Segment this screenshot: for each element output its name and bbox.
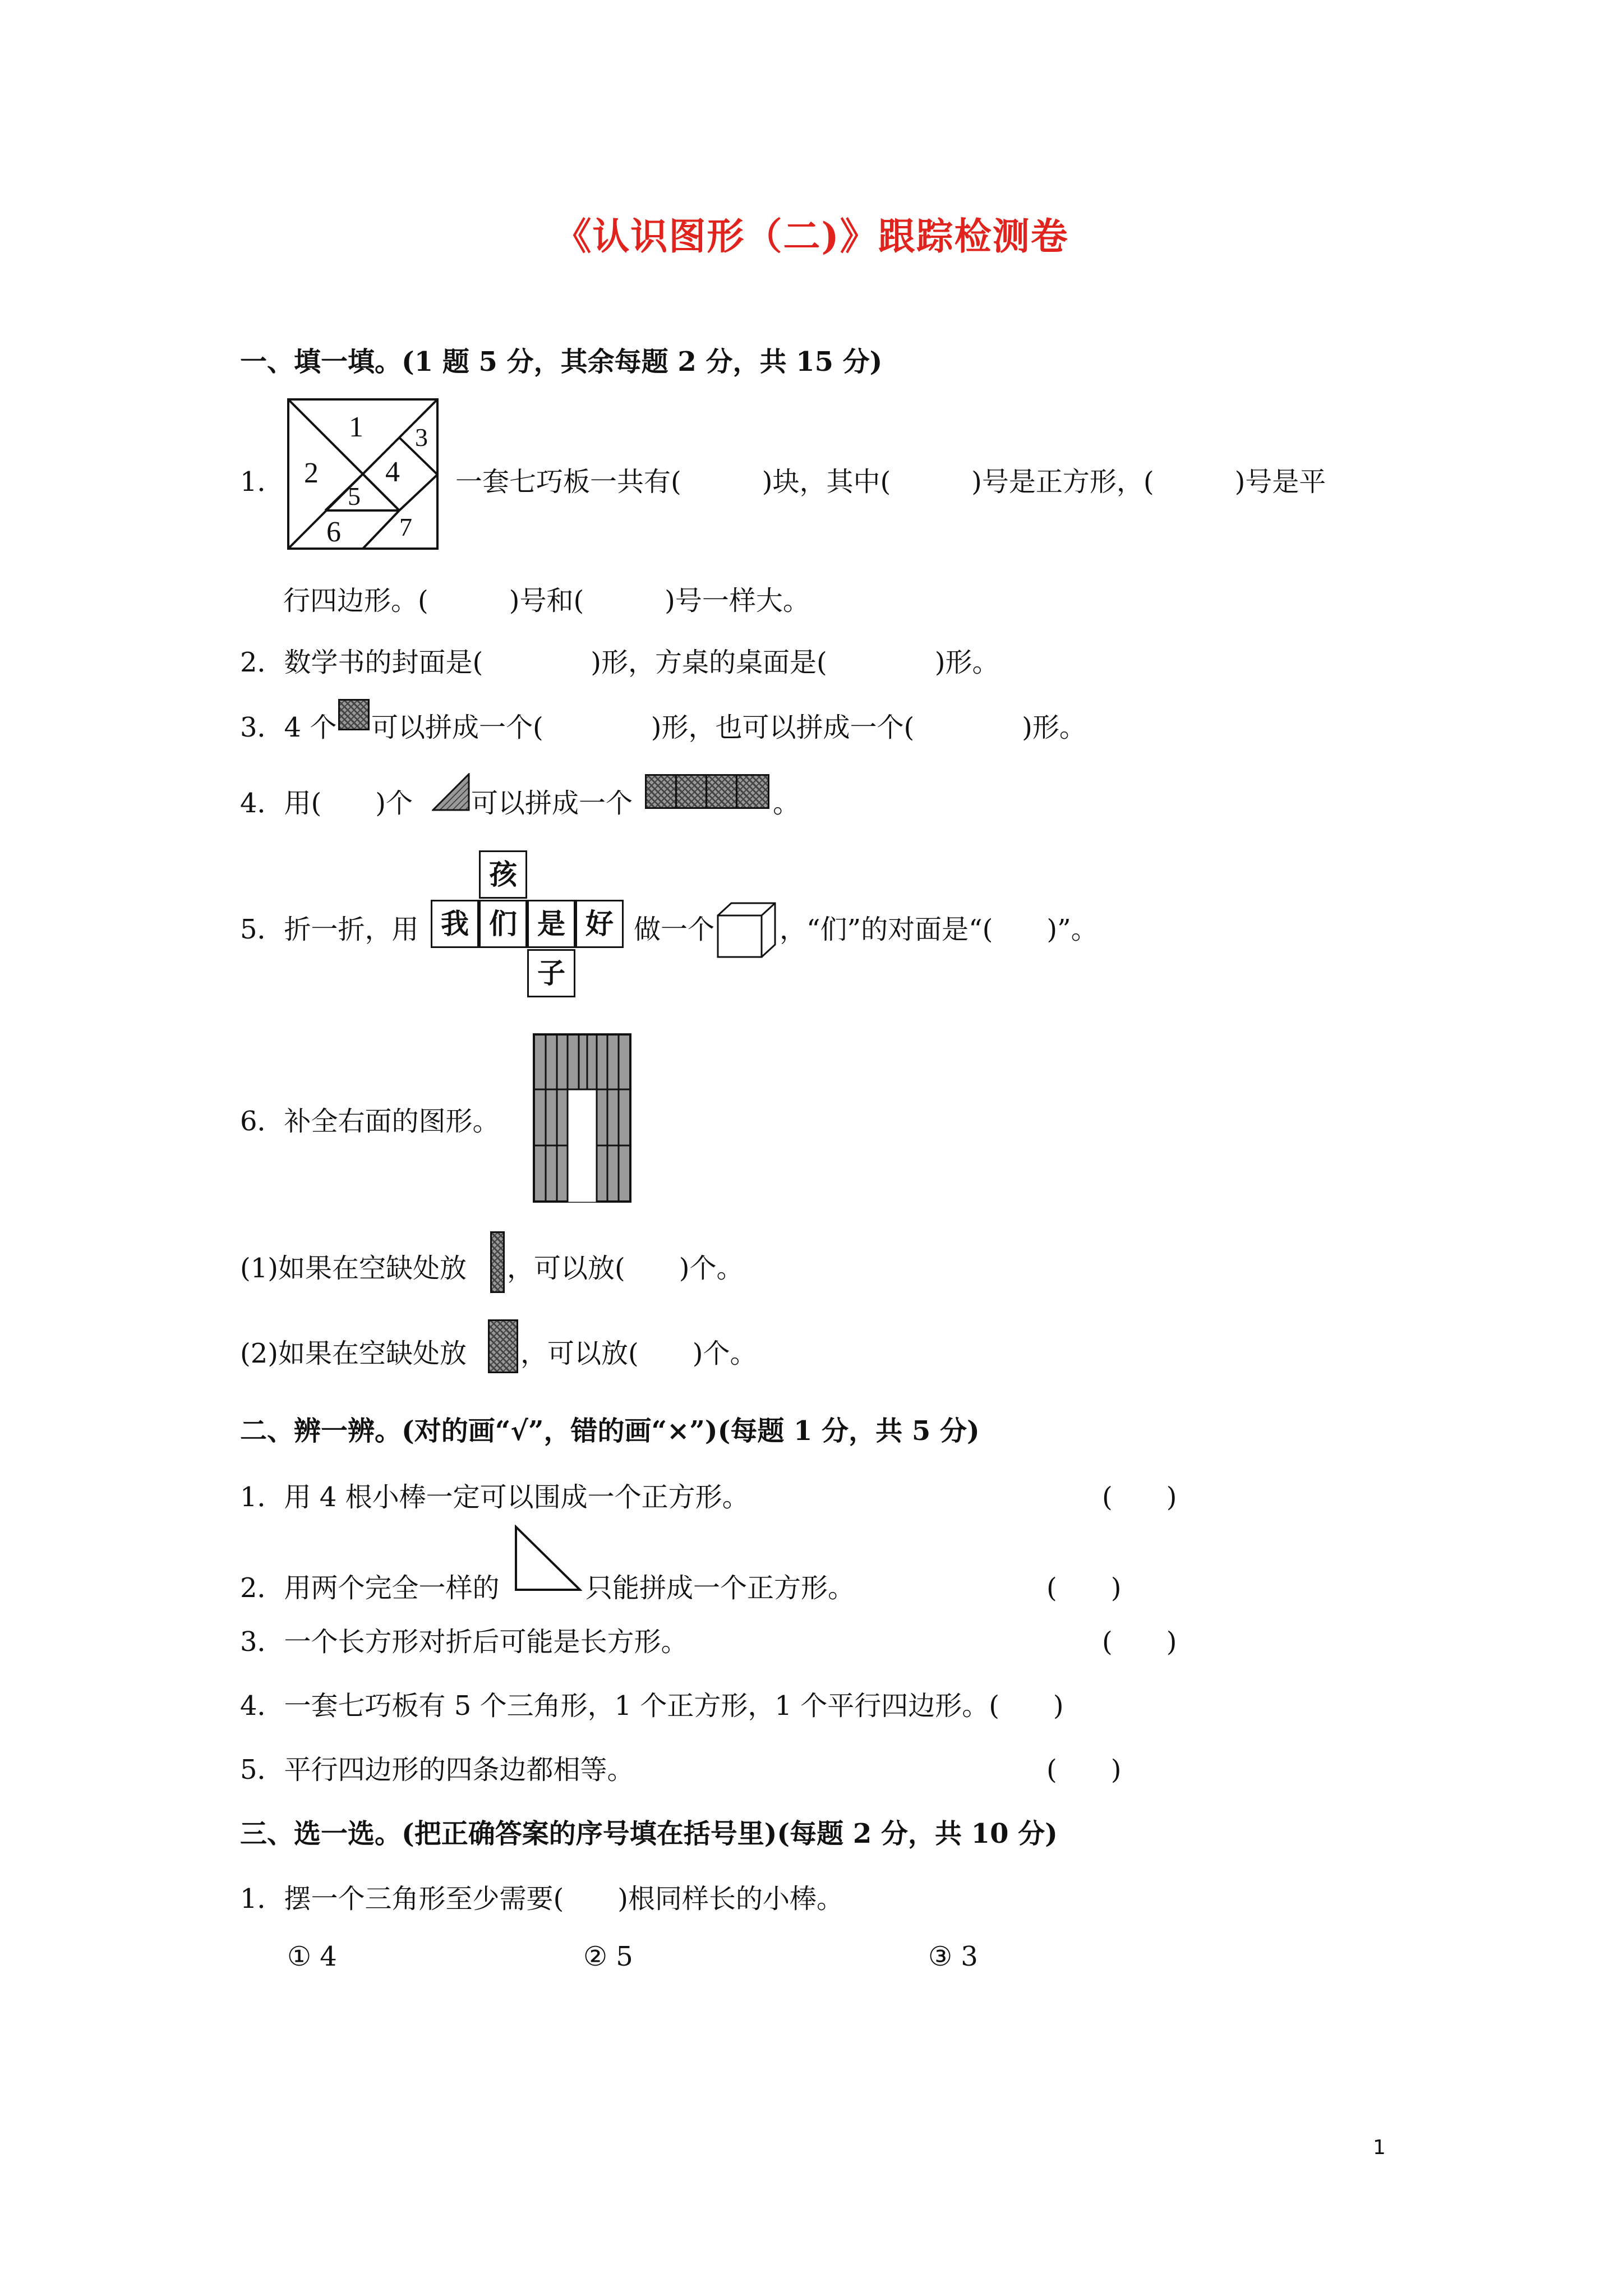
tangram-label: 7 [399, 513, 412, 541]
hatched-triangle-icon [432, 773, 470, 811]
tangram-label: 2 [304, 457, 319, 489]
choice-option-2[interactable]: ② 5 [583, 1941, 633, 1972]
net-face-right2: 好 [575, 900, 624, 948]
judge-item-5-blank[interactable]: ( ) [1046, 1754, 1122, 1786]
hatched-square-icon [338, 699, 370, 730]
page-number: 1 [1373, 2136, 1386, 2159]
q6-2-part-a: (2)如果在空缺处放 [240, 1338, 467, 1369]
hatched-strip-icon [490, 1231, 505, 1293]
cube-icon [717, 902, 777, 958]
q3-part-b: 可以拼成一个( )形，也可以拼成一个( )形。 [371, 712, 1086, 743]
hatched-square [736, 774, 769, 809]
section-2-header: 二、辨一辨。(对的画“√”，错的画“×”)(每题 1 分，共 5 分) [240, 1415, 980, 1447]
choice-option-1[interactable]: ① 4 [287, 1941, 337, 1972]
q5-part-b: 做一个 [634, 914, 715, 945]
tangram-labels [304, 411, 428, 548]
q2: 2．数学书的封面是( )形，方桌的桌面是( )形。 [240, 647, 999, 678]
judge-item-1-blank[interactable]: ( ) [1102, 1481, 1177, 1513]
q1-number: 1． [240, 466, 284, 498]
right-triangle-icon [514, 1525, 582, 1592]
hatched-rectangle-row [645, 774, 769, 809]
net-face-bottom: 子 [527, 949, 575, 997]
tangram-label: 5 [348, 482, 361, 510]
tangram-label: 3 [415, 423, 428, 452]
choice-q1: 1．摆一个三角形至少需要( )根同样长的小棒。 [240, 1883, 843, 1915]
judge-item-1: 1．用 4 根小棒一定可以围成一个正方形。 [240, 1481, 749, 1513]
tangram-label: 4 [385, 456, 400, 488]
cube-net-figure [431, 850, 633, 997]
judge-item-4: 4．一套七巧板有 5 个三角形，1 个正方形，1 个平行四边形。( ) [240, 1690, 1064, 1722]
judge-item-2-blank[interactable]: ( ) [1046, 1572, 1122, 1604]
hatched-rectangle-icon [488, 1319, 518, 1373]
net-face-right1: 是 [527, 900, 575, 948]
q4-part-a: 4．用( )个 [240, 788, 413, 819]
q5-part-a: 5．折一折，用 [240, 914, 419, 945]
q1-line1: 一套七巧板一共有( )块，其中( )号是正方形，( )号是平 [455, 466, 1326, 498]
hatched-square [706, 774, 737, 809]
q6: 6．补全右面的图形。 [240, 1106, 500, 1137]
judge-item-5: 5．平行四边形的四条边都相等。 [240, 1754, 634, 1786]
page-title: 《认识图形（二)》跟踪检测卷 [554, 214, 1069, 258]
incomplete-rectangle-figure [533, 1033, 631, 1203]
tangram-label: 6 [326, 516, 341, 548]
hatched-square [675, 774, 707, 809]
judge-item-2-part-b: 只能拼成一个正方形。 [585, 1572, 855, 1604]
section-3-header: 三、选一选。(把正确答案的序号填在括号里)(每题 2 分，共 10 分) [240, 1818, 1058, 1849]
net-face-top: 孩 [479, 850, 527, 899]
judge-item-3-blank[interactable]: ( ) [1102, 1626, 1177, 1658]
hatched-square [645, 774, 677, 809]
q4-part-c: 。 [773, 788, 800, 819]
q3-part-a: 3．4 个 [240, 712, 337, 743]
tangram-figure [287, 398, 439, 550]
q4-part-b: 可以拼成一个 [471, 788, 633, 819]
net-face-center: 们 [479, 900, 527, 948]
tangram-label: 1 [349, 411, 363, 443]
net-face-left: 我 [431, 900, 479, 948]
q5-part-c: ，“们”的对面是“( )”。 [780, 914, 1098, 945]
choice-option-3[interactable]: ③ 3 [928, 1941, 978, 1972]
judge-item-2-part-a: 2．用两个完全一样的 [240, 1572, 500, 1604]
judge-item-3: 3．一个长方形对折后可能是长方形。 [240, 1626, 688, 1658]
section-1-header: 一、填一填。(1 题 5 分，其余每题 2 分，共 15 分) [240, 346, 883, 378]
q6-1-part-b: ，可以放( )个。 [507, 1253, 744, 1284]
q6-2-part-b: ，可以放( )个。 [520, 1338, 757, 1369]
q1-line2: 行四边形。( )号和( )号一样大。 [283, 585, 810, 616]
q6-1-part-a: (1)如果在空缺处放 [240, 1253, 467, 1284]
